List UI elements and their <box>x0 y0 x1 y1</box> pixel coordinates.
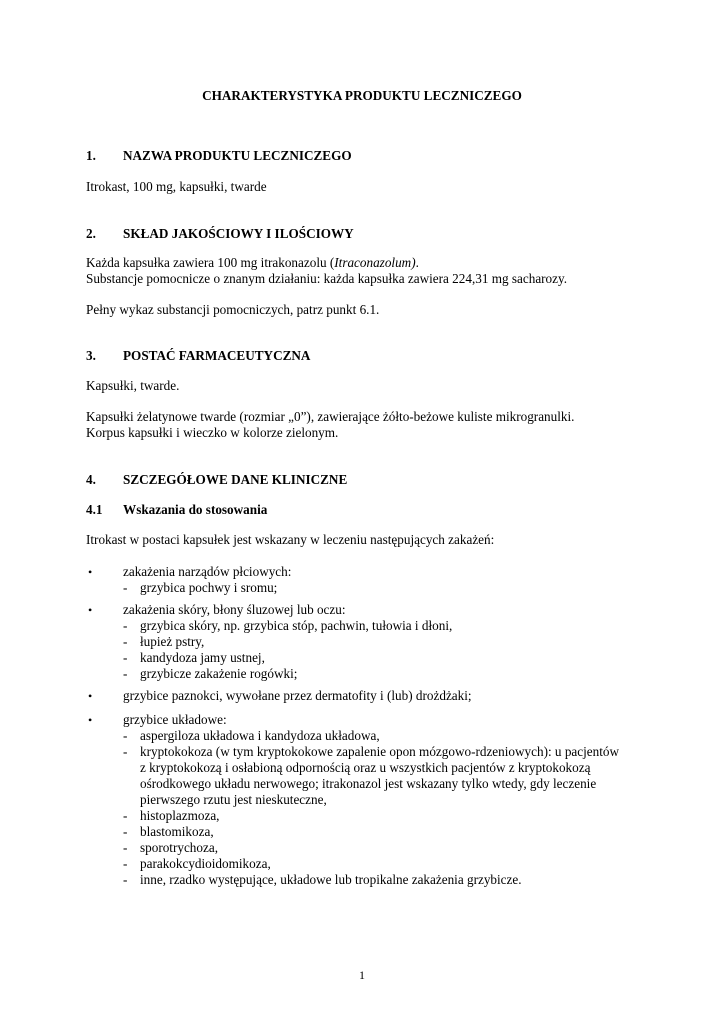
dash-icon: - <box>123 856 128 871</box>
list-item: aspergiloza układowa i kandydoza układowa, <box>140 728 380 743</box>
section-4-heading: SZCZEGÓŁOWE DANE KLINICZNE <box>123 472 348 487</box>
page-number: 1 <box>359 968 365 982</box>
bullet-icon: • <box>88 713 93 727</box>
dash-icon: - <box>123 808 128 823</box>
list-item-continuation: ośrodkowego układu nerwowego; itrakonazol jest wskazany tylko wtedy, gdy leczenie <box>140 776 597 791</box>
list-item: blastomikoza, <box>140 824 214 839</box>
list-item: łupież pstry, <box>140 634 205 649</box>
list-item: inne, rzadko występujące, układowe lub tropikalne zakażenia grzybicze. <box>140 872 522 887</box>
bullet-icon: • <box>88 689 93 703</box>
composition-line-1: Każda kapsułka zawiera 100 mg itrakonazolu (Itraconazolum). <box>86 255 419 270</box>
product-name-text: Itrokast, 100 mg, kapsułki, twarde <box>86 179 267 194</box>
section-2-number: 2. <box>86 226 96 241</box>
section-3-number: 3. <box>86 348 96 363</box>
bullet-icon: • <box>88 565 93 579</box>
dash-icon: - <box>123 872 128 887</box>
list-item: parakokcydioidomikoza, <box>140 856 271 871</box>
excipients-reference: Pełny wykaz substancji pomocniczych, patrz punkt 6.1. <box>86 302 380 317</box>
list-item: grzybica pochwy i sromu; <box>140 580 278 595</box>
section-3-heading: POSTAĆ FARMACEUTYCZNA <box>123 348 311 363</box>
list-item: grzybicze zakażenie rogówki; <box>140 666 298 681</box>
dash-icon: - <box>123 666 128 681</box>
list-item-continuation: pierwszego rzutu jest nieskuteczne, <box>140 792 327 807</box>
form-line-2: Kapsułki żelatynowe twarde (rozmiar „0”), zawierające żółto-beżowe kuliste mikrogranulki. <box>86 409 575 424</box>
list-item-continuation: z kryptokokozą i osłabioną odpornością oraz u wszystkich pacjentów z kryptokokozą <box>140 760 591 775</box>
dash-icon: - <box>123 728 128 743</box>
bullet-2-text: zakażenia skóry, błony śluzowej lub oczu: <box>123 602 346 617</box>
document-title: CHARAKTERYSTYKA PRODUKTU LECZNICZEGO <box>202 88 522 103</box>
subsection-4-1-number: 4.1 <box>86 502 103 517</box>
list-item: grzybica skóry, np. grzybica stóp, pachwin, tułowia i dłoni, <box>140 618 453 633</box>
dash-icon: - <box>123 650 128 665</box>
list-item: histoplazmoza, <box>140 808 220 823</box>
section-1-heading: NAZWA PRODUKTU LECZNICZEGO <box>123 148 352 163</box>
subsection-4-1-heading: Wskazania do stosowania <box>123 502 268 517</box>
form-line-1: Kapsułki, twarde. <box>86 378 180 393</box>
dash-icon: - <box>123 580 128 595</box>
dash-icon: - <box>123 824 128 839</box>
dash-icon: - <box>123 840 128 855</box>
indications-intro: Itrokast w postaci kapsułek jest wskazany w leczeniu następujących zakażeń: <box>86 532 495 547</box>
section-2-heading: SKŁAD JAKOŚCIOWY I ILOŚCIOWY <box>123 226 354 241</box>
bullet-1-text: zakażenia narządów płciowych: <box>123 564 292 579</box>
form-line-3: Korpus kapsułki i wieczko w kolorze zielonym. <box>86 425 339 440</box>
list-item: kandydoza jamy ustnej, <box>140 650 265 665</box>
bullet-4-text: grzybice układowe: <box>123 712 227 727</box>
bullet-icon: • <box>88 603 93 617</box>
bullet-3-text: grzybice paznokci, wywołane przez dermatofity i (lub) drożdżaki; <box>123 688 472 703</box>
dash-icon: - <box>123 634 128 649</box>
dash-icon: - <box>123 744 128 759</box>
excipients-line: Substancje pomocnicze o znanym działaniu: każda kapsułka zawiera 224,31 mg sacharozy. <box>86 271 568 286</box>
list-item: sporotrychoza, <box>140 840 218 855</box>
section-4-number: 4. <box>86 472 96 487</box>
list-item: kryptokokoza (w tym kryptokokowe zapalenie opon mózgowo-rdzeniowych): u pacjentów <box>140 744 620 759</box>
section-1-number: 1. <box>86 148 96 163</box>
dash-icon: - <box>123 618 128 633</box>
